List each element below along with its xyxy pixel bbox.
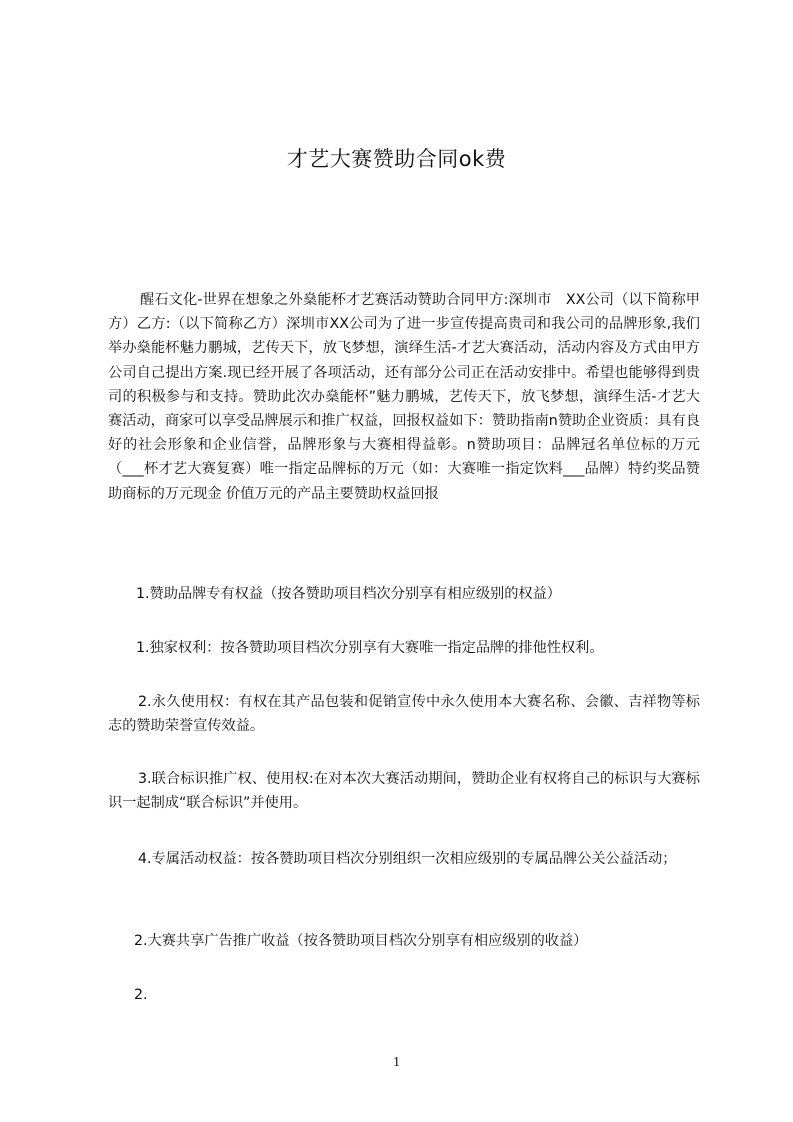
clause-exclusive-activity: 4.专属活动权益：按各赞助项目档次分别组织一次相应级别的专属品牌公关公益活动； bbox=[138, 851, 677, 867]
document-title: 才艺大赛赞助合同ok费 bbox=[286, 147, 507, 171]
clause-item-2: 2. bbox=[134, 987, 148, 1003]
intro-paragraph: 醒石文化-世界在想象之外燊能杯才艺赛活动赞助合同甲方:深圳市 XX公司（以下简称甲方）乙方:（以下简称乙方）深圳市XX公司为了进一步宣传提高贵司和我公司的品牌形象,我们举办燊能杯魅力鹏城，艺传天下，放飞梦想，演绎生活-才艺大赛活动，活动内容及方式由甲方公司自己提出方案.现已经开展了各项活动，还有部分公司正在活动安排中。希望也能够得到贵司的积极参与和支持。赞助此次办燊能杯”魅力鹏城，艺传天下，放飞梦想，演绎生活-才艺大赛活动，商家可以享受品牌展示和推广权益，回报权益如下：赞助指南n赞助企业资质：具有良好的社会形象和企业信誉，品牌形象与大赛相得益彰。n赞助项目：品牌冠名单位标的万元（___杯才艺大赛复赛）唯一指定品牌标的万元（如：大赛唯一指定饮料___品牌）特约奖品赞助商标的万元现金 价值万元的产品主要赞助权益回报 bbox=[108, 292, 700, 502]
clause-exclusive-rights: 1.独家权利：按各赞助项目档次分别享有大赛唯一指定品牌的排他性权利。 bbox=[136, 640, 604, 656]
clause-joint-logo: 3.联合标识推广权、使用权:在对本次大赛活动期间，赞助企业有权将自己的标识与大赛标识一起制成“联合标识”并使用。 bbox=[108, 771, 700, 812]
section-shared-advertising: 2.大赛共享广告推广收益（按各赞助项目档次分别享有相应级别的收益） bbox=[134, 933, 588, 949]
section-sponsor-brand-rights: 1.赞助品牌专有权益（按各赞助项目档次分别享有相应级别的权益） bbox=[136, 586, 561, 602]
clause-permanent-use: 2.永久使用权：有权在其产品包装和促销宣传中永久使用本大赛名称、会徽、吉祥物等标志的赞助荣誉宣传效益。 bbox=[108, 694, 700, 735]
page-number: 1 bbox=[393, 1055, 400, 1070]
